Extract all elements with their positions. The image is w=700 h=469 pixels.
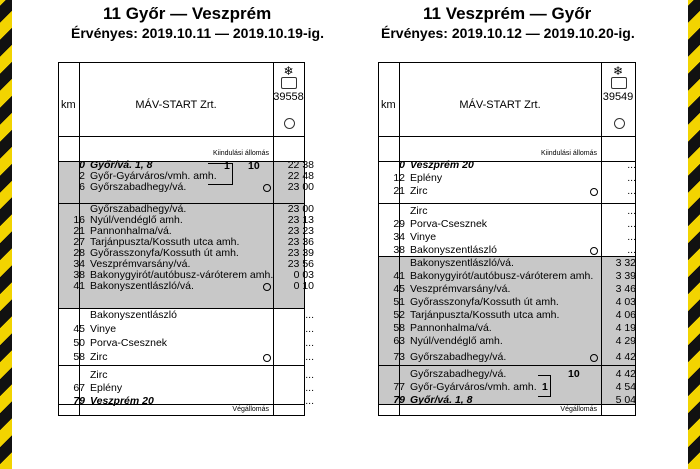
hazard-stripe-left bbox=[0, 0, 12, 469]
operator-name: MÁV-START Zrt. bbox=[459, 99, 541, 111]
operator-name: MÁV-START Zrt. bbox=[135, 99, 217, 111]
validity-period: Érvényes: 2019.10.12 — 2019.10.20-ig. bbox=[381, 25, 635, 41]
hazard-stripe-right bbox=[688, 0, 700, 469]
timetable-title: 11 Győr — Veszprém bbox=[103, 4, 272, 23]
km-header: km bbox=[381, 99, 396, 111]
validity-period: Érvényes: 2019.10.11 — 2019.10.19-ig. bbox=[71, 25, 324, 41]
km-header: km bbox=[61, 99, 76, 111]
train-number: 39558 bbox=[273, 91, 304, 103]
connection-1: 1 bbox=[542, 381, 548, 393]
departure-note: Kiindulási állomás bbox=[540, 150, 597, 157]
snowflake-icon: ❄ bbox=[283, 64, 294, 78]
snowflake-icon: ❄ bbox=[612, 64, 624, 78]
bicycle-icon bbox=[284, 118, 295, 129]
connection-1: 1 bbox=[224, 160, 230, 172]
connection-10: 10 bbox=[568, 368, 580, 380]
bicycle-icon bbox=[614, 118, 625, 129]
departure-note: Kiindulási állomás bbox=[212, 150, 269, 157]
connection-10: 10 bbox=[248, 160, 260, 172]
railcar-icon bbox=[281, 77, 297, 89]
arrival-note: Végállomás bbox=[232, 406, 269, 413]
arrival-note: Végállomás bbox=[560, 406, 597, 413]
railcar-icon bbox=[611, 77, 627, 89]
train-number: 39549 bbox=[602, 91, 634, 103]
timetable-title: 11 Veszprém — Győr bbox=[423, 4, 592, 23]
